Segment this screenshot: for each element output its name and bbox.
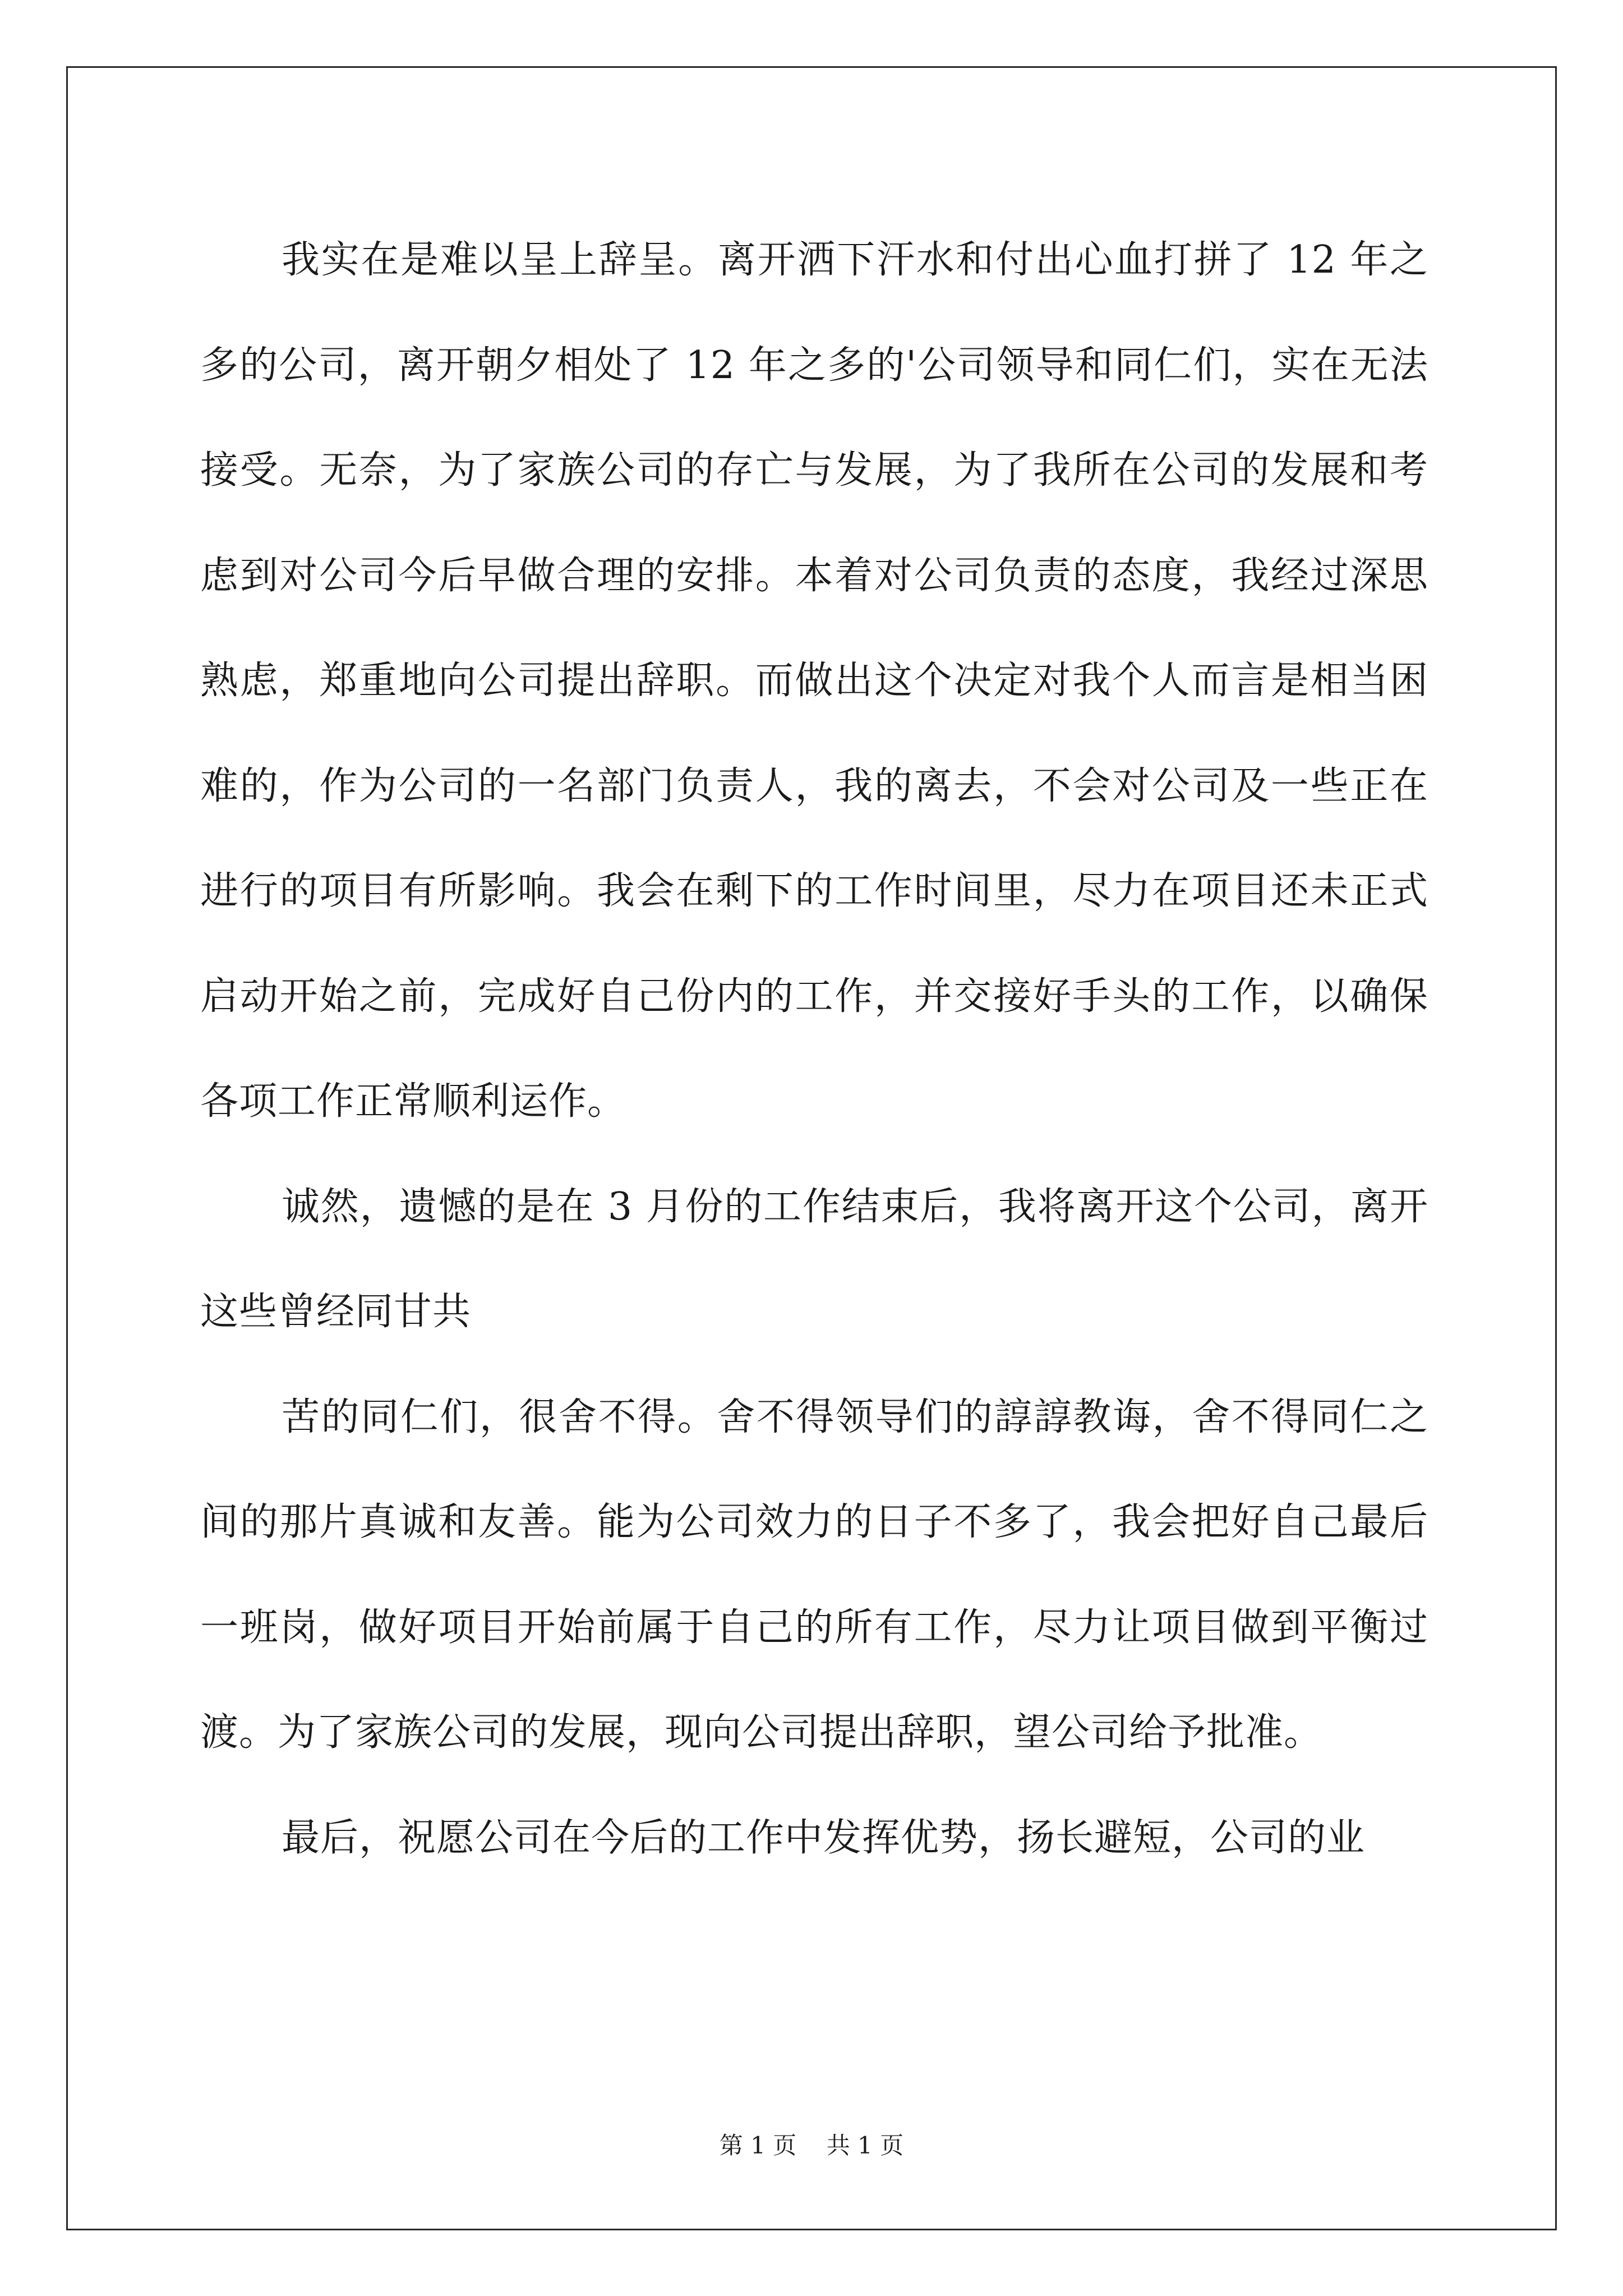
document-body: [200, 208, 1428, 1890]
paragraph-3: 苦的同仁们，很舍不得。舍不得领导们的諄諄教诲，舍不得同仁之间的那片真诚和友善。能为公司效力的日子不多了，我会把好自己最后一班岗，做好项目开始前属于自己的所有工作，尽力让项目做到平衡过渡。为了家族公司的发展，现向公司提出辞职，望公司给予批准。: [200, 1395, 1428, 1755]
page-footer: [0, 2132, 1623, 2160]
paragraph-1: 我实在是难以呈上辞呈。离开洒下汗水和付出心血打拼了 12 年之多的公司，离开朝夕相处了 12 年之多的'公司领导和同仁们，实在无法接受。无奈，为了家族公司的存亡与发展，为了我所在公司的发展和考虑到对公司今后早做合理的安排。本着对公司负责的态度，我经过深思熟虑，郑重地向公司提出辞职。而做出这个决定对我个人而言是相当困难的，作为公司的一名部门负责人，我的离去，不会对公司及一些正在进行的项目有所影响。我会在剩下的工作时间里，尽力在项目还未正式启动开始之前，完成好自己份内的工作，并交接好手头的工作，以确保各项工作正常顺利运作。: [200, 238, 1428, 1124]
paragraph-4: 最后，祝愿公司在今后的工作中发挥优势，扬长避短，公司的业: [282, 1815, 1366, 1860]
paragraph-2: 诚然，遗憾的是在 3 月份的工作结束后，我将离开这个公司，离开这些曾经同甘共: [200, 1184, 1428, 1334]
page-total: 共 1 页: [826, 2132, 904, 2159]
page-number: 第 1 页: [719, 2132, 797, 2159]
